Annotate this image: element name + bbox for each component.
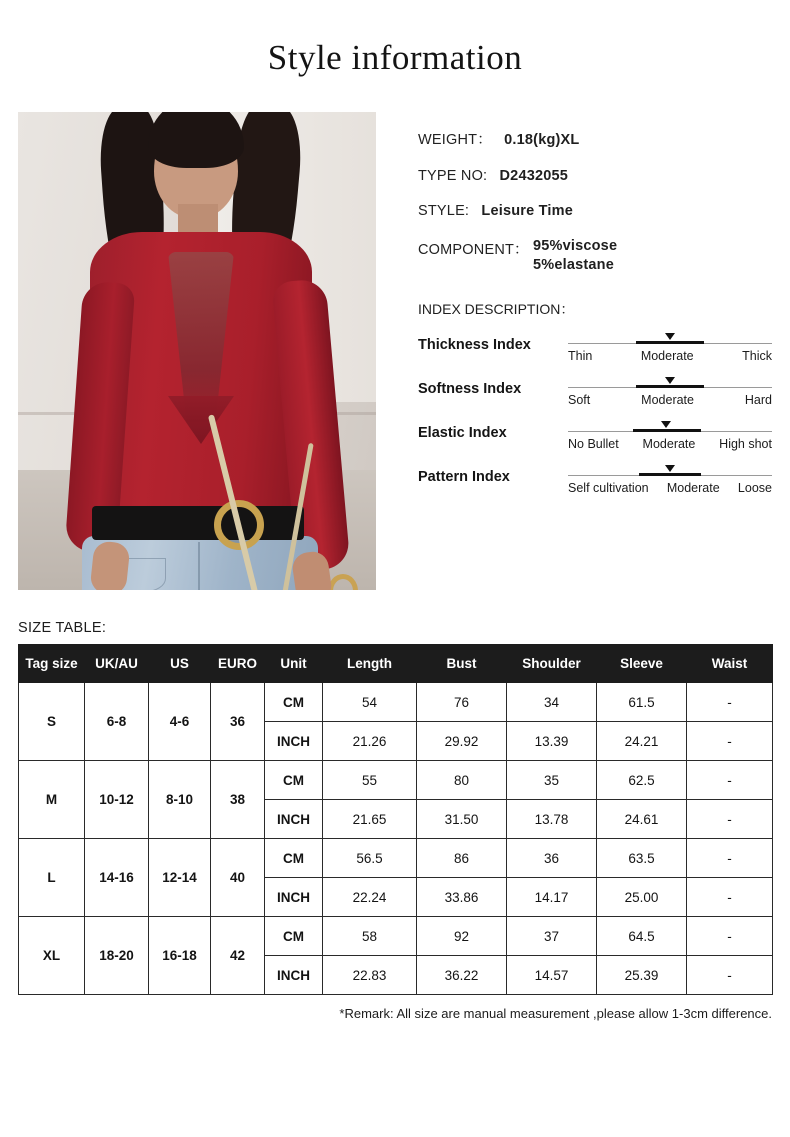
cell-unit: CM <box>265 839 323 878</box>
spec-type-no-value: D2432055 <box>499 168 569 184</box>
cell-bust: 33.86 <box>417 878 507 917</box>
cell-tag-size: L <box>19 839 85 917</box>
index-row-softness <box>418 371 772 407</box>
cell-unit: INCH <box>265 800 323 839</box>
product-image <box>18 112 376 590</box>
index-label-elastic: Elastic Index <box>418 425 507 441</box>
index-ticks-pattern <box>568 481 772 495</box>
th-waist: Waist <box>687 645 773 683</box>
cell-bust: 80 <box>417 761 507 800</box>
cell-shoulder: 34 <box>507 683 597 722</box>
th-tag-size: Tag size <box>19 645 85 683</box>
cell-shoulder: 37 <box>507 917 597 956</box>
cell-euro: 40 <box>211 839 265 917</box>
page-title: Style information <box>267 38 523 77</box>
cell-bust: 29.92 <box>417 722 507 761</box>
cell-waist: - <box>687 956 773 995</box>
cell-bust: 76 <box>417 683 507 722</box>
spec-weight-label: WEIGHT： <box>418 132 492 148</box>
cell-bust: 86 <box>417 839 507 878</box>
index-description-label: INDEX DESCRIPTION： <box>418 301 575 317</box>
th-bust: Bust <box>417 645 507 683</box>
index-active-segment <box>636 385 703 388</box>
spec-weight <box>418 128 772 149</box>
index-ticks-elastic <box>568 437 772 451</box>
index-tick-thick: Thick <box>742 349 772 363</box>
cell-uk-au: 18-20 <box>85 917 149 995</box>
table-row <box>19 761 773 800</box>
index-row-thickness <box>418 327 772 363</box>
index-label-softness: Softness Index <box>418 381 522 397</box>
index-row-elastic <box>418 415 772 451</box>
index-marker-triangle-icon <box>665 333 675 340</box>
cell-shoulder: 14.17 <box>507 878 597 917</box>
spec-style-label: STYLE: <box>418 203 470 219</box>
cell-sleeve: 64.5 <box>597 917 687 956</box>
index-scale-elastic <box>568 415 772 451</box>
cell-us: 12-14 <box>149 839 211 917</box>
top-section <box>0 112 790 590</box>
cell-sleeve: 61.5 <box>597 683 687 722</box>
cell-bust: 36.22 <box>417 956 507 995</box>
cell-length: 22.83 <box>323 956 417 995</box>
spec-type-no <box>418 168 772 184</box>
index-label-thickness: Thickness Index <box>418 337 531 353</box>
th-us: US <box>149 645 211 683</box>
th-length: Length <box>323 645 417 683</box>
cell-uk-au: 14-16 <box>85 839 149 917</box>
cell-shoulder: 13.78 <box>507 800 597 839</box>
index-tick-loose: Loose <box>737 481 772 495</box>
cell-shoulder: 35 <box>507 761 597 800</box>
size-table <box>18 644 773 995</box>
cell-unit: CM <box>265 683 323 722</box>
jeans-seam <box>198 542 200 590</box>
index-tick-soft: Soft <box>568 393 591 407</box>
table-header-row <box>19 645 773 683</box>
index-tick-moderate: Moderate <box>641 393 694 407</box>
index-active-segment <box>633 429 700 432</box>
model-hair-top <box>148 112 244 168</box>
cell-sleeve: 24.61 <box>597 800 687 839</box>
cell-length: 55 <box>323 761 417 800</box>
cell-uk-au: 10-12 <box>85 761 149 839</box>
cell-sleeve: 25.00 <box>597 878 687 917</box>
cell-unit: CM <box>265 917 323 956</box>
th-sleeve: Sleeve <box>597 645 687 683</box>
cell-sleeve: 25.39 <box>597 956 687 995</box>
cell-tag-size: XL <box>19 917 85 995</box>
spec-component-values <box>533 238 617 273</box>
cell-euro: 38 <box>211 761 265 839</box>
index-bar-thickness <box>568 343 772 344</box>
cell-length: 54 <box>323 683 417 722</box>
index-tick-moderate: Moderate <box>666 481 720 495</box>
spec-weight-value: 0.18(kg)XL <box>504 132 580 148</box>
cell-waist: - <box>687 878 773 917</box>
index-scale-softness <box>568 371 772 407</box>
table-row <box>19 917 773 956</box>
cell-us: 4-6 <box>149 683 211 761</box>
th-unit: Unit <box>265 645 323 683</box>
th-euro: EURO <box>211 645 265 683</box>
index-bar-pattern <box>568 475 772 476</box>
index-tick-hard: Hard <box>744 393 772 407</box>
cell-euro: 36 <box>211 683 265 761</box>
spec-list <box>376 112 772 590</box>
size-table-remark: *Remark: All size are manual measurement ,please allow 1-3cm difference. <box>339 1006 772 1021</box>
cell-length: 21.65 <box>323 800 417 839</box>
cell-waist: - <box>687 800 773 839</box>
index-scale-pattern <box>568 459 772 495</box>
index-scale-thickness <box>568 327 772 363</box>
cell-bust: 31.50 <box>417 800 507 839</box>
cell-waist: - <box>687 683 773 722</box>
index-marker-triangle-icon <box>665 377 675 384</box>
index-tick-high-shot: High shot <box>719 437 772 451</box>
cell-sleeve: 24.21 <box>597 722 687 761</box>
index-tick-moderate: Moderate <box>640 349 694 363</box>
cell-length: 22.24 <box>323 878 417 917</box>
cell-unit: CM <box>265 761 323 800</box>
table-row <box>19 683 773 722</box>
th-uk-au: UK/AU <box>85 645 149 683</box>
spec-component <box>418 238 772 273</box>
index-marker-triangle-icon <box>665 465 675 472</box>
index-tick-no-bullet: No Bullet <box>568 437 619 451</box>
cell-unit: INCH <box>265 956 323 995</box>
size-table-title: SIZE TABLE: <box>18 620 107 636</box>
th-shoulder: Shoulder <box>507 645 597 683</box>
spec-component-label: COMPONENT： <box>418 242 529 258</box>
index-marker-triangle-icon <box>661 421 671 428</box>
cell-us: 8-10 <box>149 761 211 839</box>
spec-type-no-label: TYPE NO: <box>418 168 488 184</box>
cell-shoulder: 13.39 <box>507 722 597 761</box>
cell-waist: - <box>687 722 773 761</box>
cell-sleeve: 62.5 <box>597 761 687 800</box>
cell-bust: 92 <box>417 917 507 956</box>
component-line-1: 95%viscose <box>532 238 618 254</box>
index-row-pattern <box>418 459 772 495</box>
spec-style <box>418 203 772 219</box>
cell-waist: - <box>687 917 773 956</box>
index-active-segment <box>636 341 703 344</box>
component-line-2: 5%elastane <box>532 257 614 273</box>
index-tick-thin: Thin <box>568 349 593 363</box>
cell-tag-size: S <box>19 683 85 761</box>
table-row <box>19 839 773 878</box>
index-tick-self-cultivation: Self cultivation <box>568 481 649 495</box>
index-label-pattern: Pattern Index <box>418 469 510 485</box>
cell-uk-au: 6-8 <box>85 683 149 761</box>
cell-length: 56.5 <box>323 839 417 878</box>
index-ticks-softness <box>568 393 772 407</box>
index-bar-softness <box>568 387 772 388</box>
cell-length: 21.26 <box>323 722 417 761</box>
cell-euro: 42 <box>211 917 265 995</box>
cell-waist: - <box>687 761 773 800</box>
cell-waist: - <box>687 839 773 878</box>
cell-shoulder: 36 <box>507 839 597 878</box>
cell-length: 58 <box>323 917 417 956</box>
index-bar-elastic <box>568 431 772 432</box>
model-hand-left <box>89 540 130 590</box>
cell-shoulder: 14.57 <box>507 956 597 995</box>
belt <box>92 506 304 540</box>
cell-tag-size: M <box>19 761 85 839</box>
index-active-segment <box>639 473 700 476</box>
cell-us: 16-18 <box>149 917 211 995</box>
index-tick-moderate: Moderate <box>642 437 696 451</box>
cell-sleeve: 63.5 <box>597 839 687 878</box>
cell-unit: INCH <box>265 722 323 761</box>
spec-style-value: Leisure Time <box>481 203 573 219</box>
index-ticks-thickness <box>568 349 772 363</box>
cell-unit: INCH <box>265 878 323 917</box>
